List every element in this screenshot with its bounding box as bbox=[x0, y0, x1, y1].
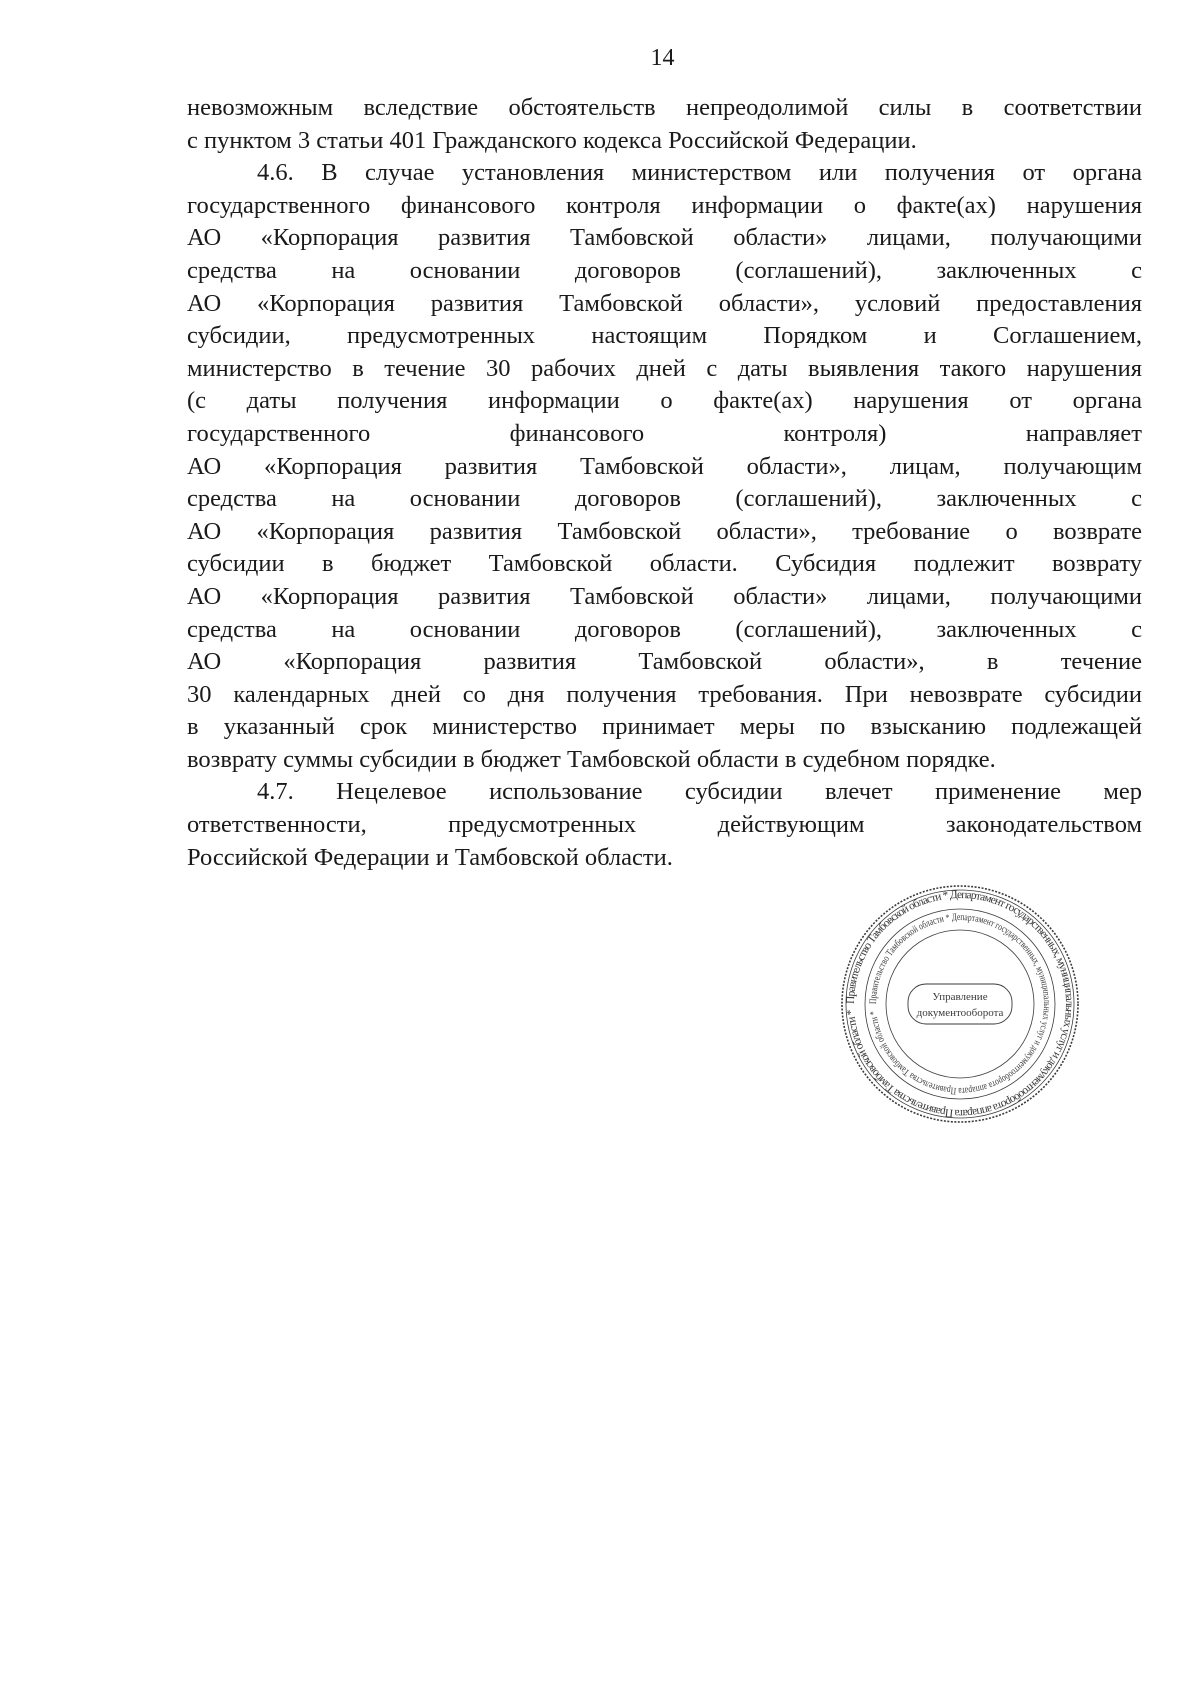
text-line: субсидии, предусмотренных настоящим Порядком и Соглашением, bbox=[187, 322, 1142, 350]
text-line: средства на основании договоров (соглашений), заключенных с bbox=[187, 256, 1142, 284]
text-line: АО «Корпорация развития Тамбовской области», требование о возврате bbox=[187, 517, 1142, 545]
text-line: с пунктом 3 статьи 401 Гражданского кодекса Российской Федерации. bbox=[187, 126, 917, 154]
page-number: 14 bbox=[650, 45, 675, 71]
text-line: государственного финансового контроля) направляет bbox=[187, 419, 1142, 447]
stamp-seal-icon bbox=[840, 884, 1080, 1124]
text-line: средства на основании договоров (соглашений), заключенных с bbox=[187, 615, 1142, 643]
document-body bbox=[187, 92, 1142, 874]
text-line: министерство в течение 30 рабочих дней с даты выявления такого нарушения bbox=[187, 354, 1142, 382]
text-line: возврату суммы субсидии в бюджет Тамбовской области в судебном порядке. bbox=[187, 745, 996, 773]
text-line: (с даты получения информации о факте(ах) нарушения от органа bbox=[187, 387, 1142, 415]
text-line: в указанный срок министерство принимает меры по взысканию подлежащей bbox=[187, 713, 1142, 741]
text-line: АО «Корпорация развития Тамбовской области», условий предоставления bbox=[187, 289, 1142, 317]
official-stamp bbox=[840, 884, 1080, 1124]
text-line: Российской Федерации и Тамбовской области. bbox=[187, 843, 673, 871]
text-line: АО «Корпорация развития Тамбовской области», в течение bbox=[187, 648, 1142, 676]
text-line: 4.7. Нецелевое использование субсидии влечет применение мер bbox=[257, 778, 1142, 806]
paragraph-clause-4-7 bbox=[187, 776, 1142, 874]
stamp-outer-ring-text: Правительство Тамбовской области * Департамент государственных, муниципальных услуг и документооборота аппарата Правительства Тамбовской области * bbox=[844, 888, 1076, 1120]
text-line: невозможным вследствие обстоятельств непреодолимой силы в соответствии bbox=[187, 94, 1142, 121]
text-line: 4.6. В случае установления министерством или получения от органа bbox=[257, 159, 1142, 187]
stamp-center-line-2: документооборота bbox=[916, 1007, 1004, 1019]
stamp-middle-border bbox=[865, 909, 1055, 1099]
text-line: ответственности, предусмотренных действующим законодательством bbox=[187, 811, 1142, 839]
text-line: субсидии в бюджет Тамбовской области. Субсидия подлежит возврату bbox=[187, 550, 1142, 578]
text-line: АО «Корпорация развития Тамбовской области» лицами, получающими bbox=[187, 582, 1142, 610]
paragraph-clause-4-6 bbox=[187, 157, 1142, 776]
text-line: АО «Корпорация развития Тамбовской области», лицам, получающим bbox=[187, 452, 1142, 480]
stamp-inner-ring-text: Правительство Тамбовской области * Департамент государственных, муниципальных услуг и документооборота аппарата Правительства Тамбовской области * bbox=[867, 911, 1053, 1097]
stamp-center-line-1: Управление bbox=[932, 991, 988, 1003]
text-line: АО «Корпорация развития Тамбовской области» лицами, получающими bbox=[187, 224, 1142, 252]
text-line: государственного финансового контроля информации о факте(ах) нарушения bbox=[187, 191, 1142, 219]
text-line: средства на основании договоров (соглашений), заключенных с bbox=[187, 485, 1142, 513]
text-line: 30 календарных дней со дня получения требования. При невозврате субсидии bbox=[187, 680, 1142, 708]
paragraph-continuation bbox=[187, 92, 1142, 157]
